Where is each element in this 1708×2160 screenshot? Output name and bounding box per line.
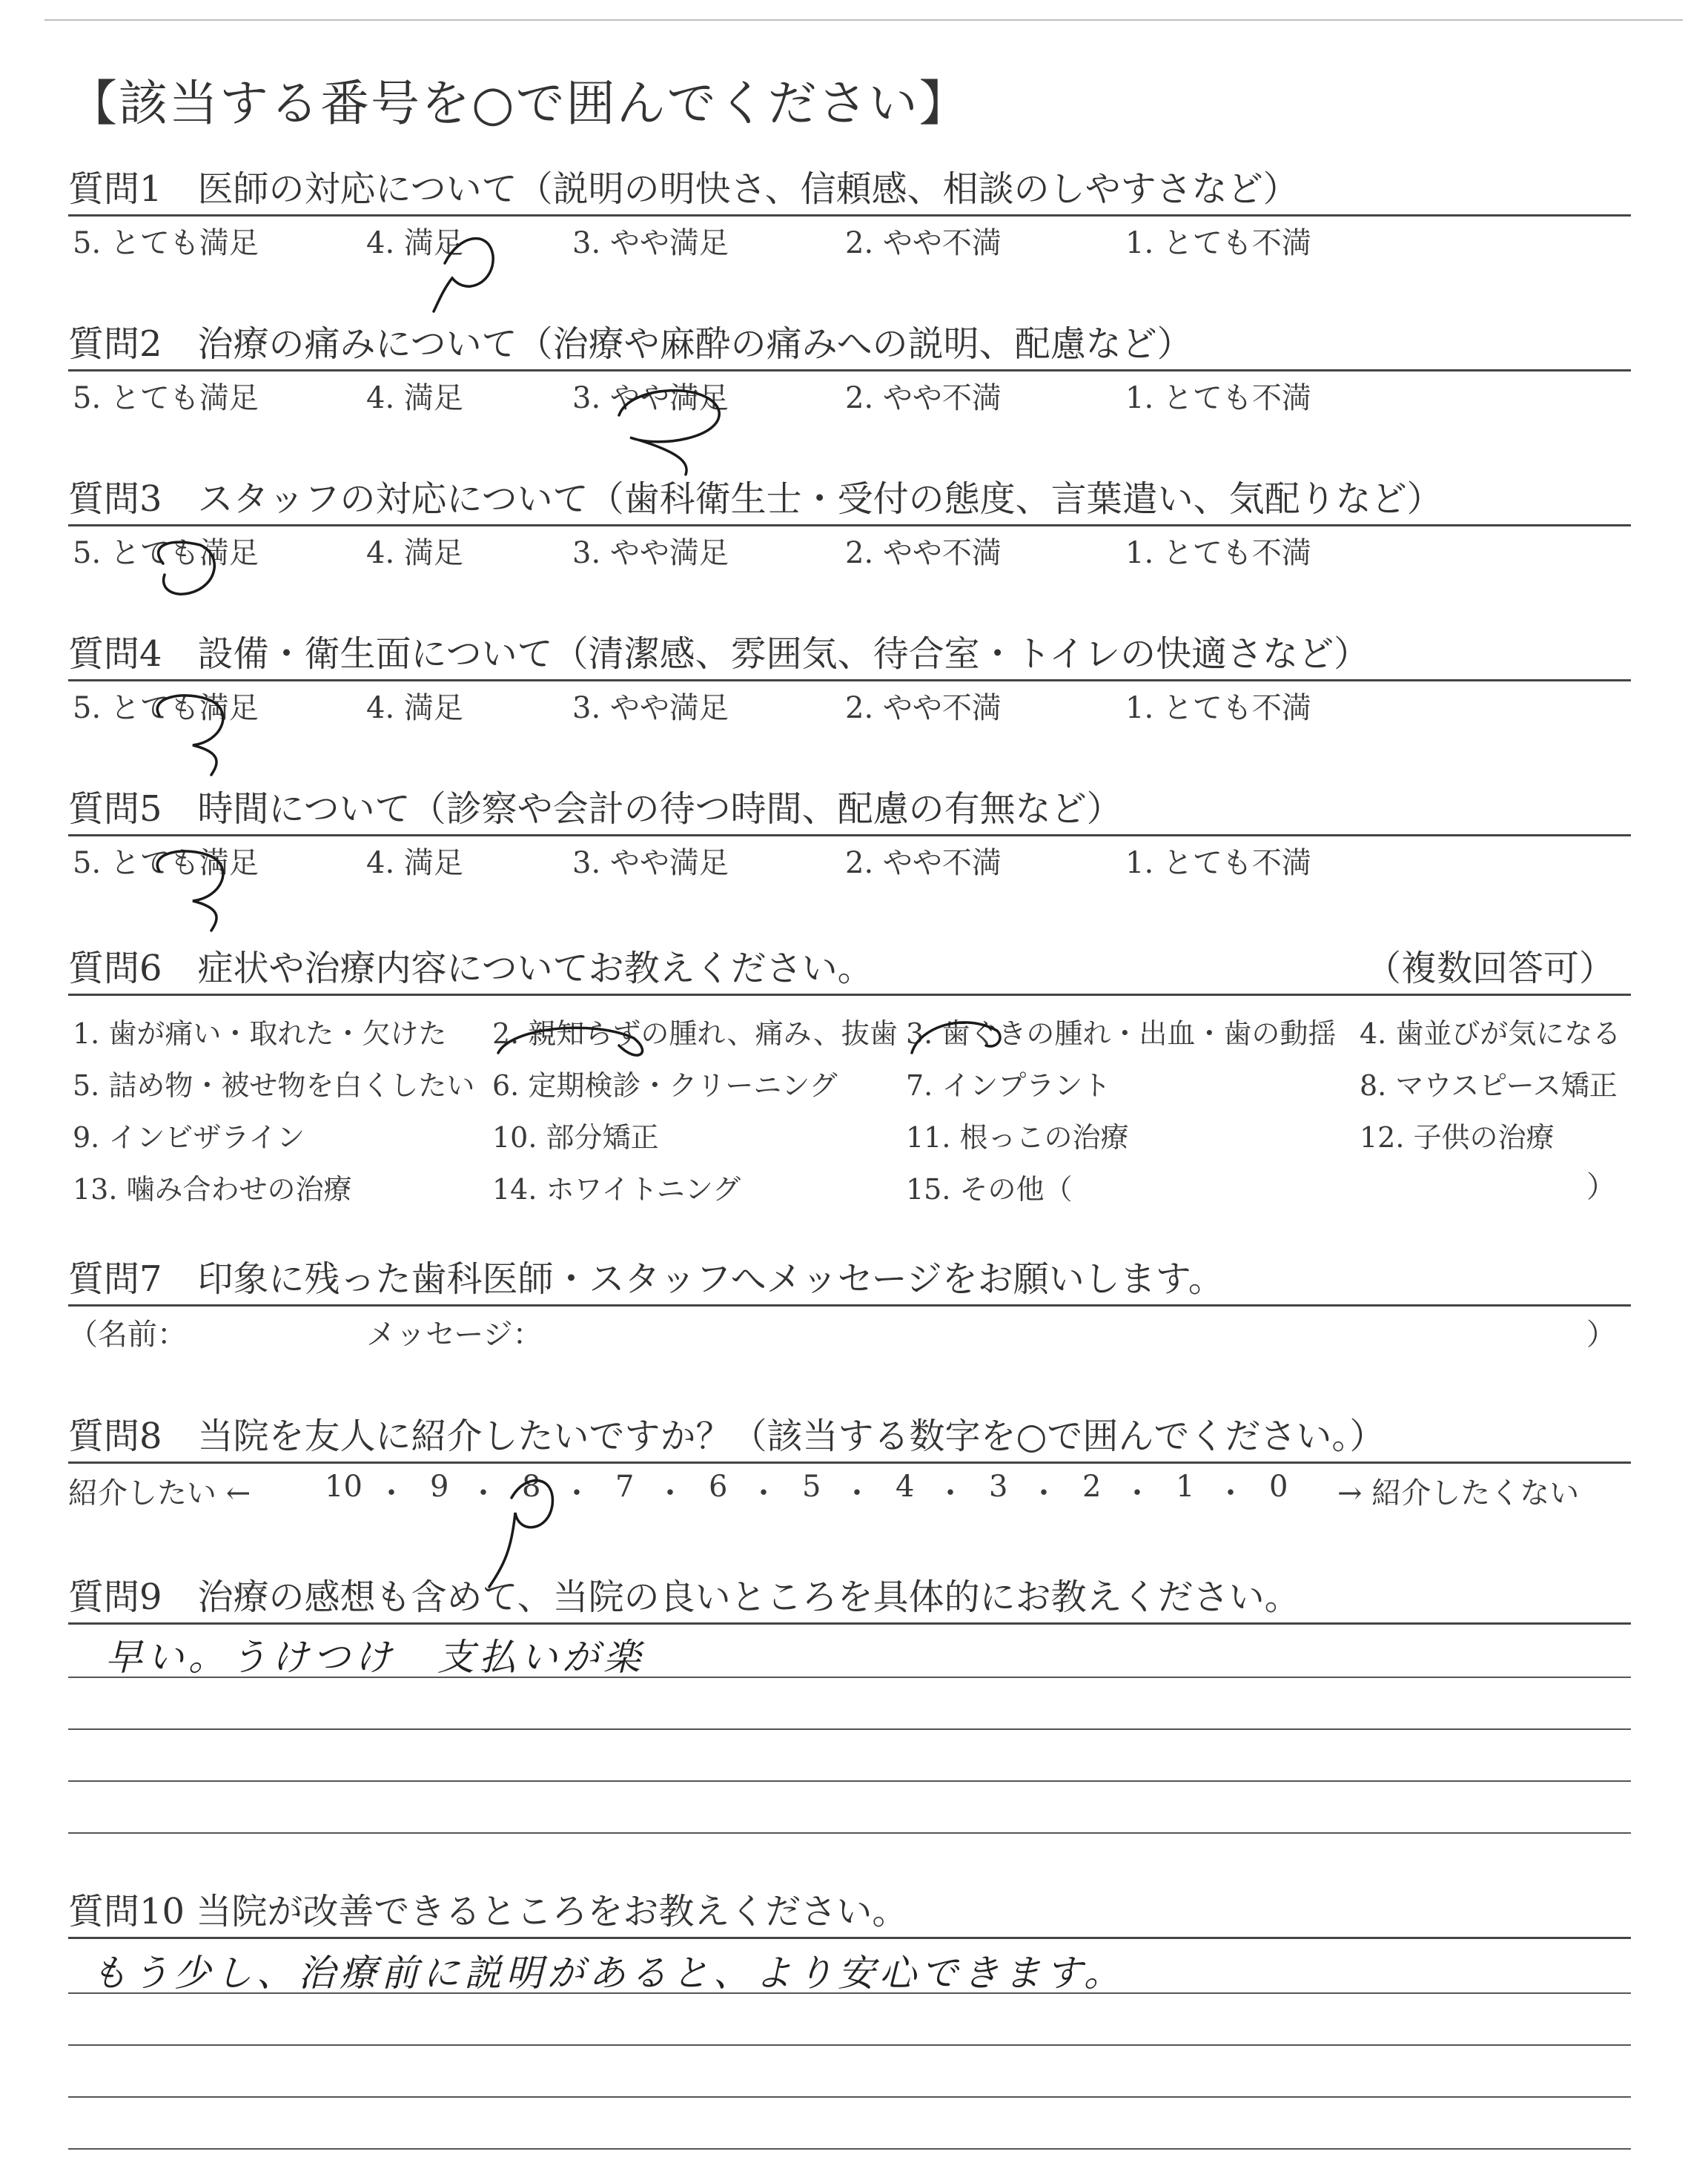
q6-option-7[interactable]: 7. インプラント	[906, 1069, 1111, 1102]
q8-dot: ・	[1029, 1476, 1059, 1510]
question-8	[68, 1414, 1631, 1510]
q6-option-9[interactable]: 9. インビザライン	[73, 1121, 305, 1154]
question-8-scale	[68, 1464, 1631, 1510]
form-header: 【該当する番号を○で囲んでください】	[68, 75, 970, 132]
answer-line	[68, 2044, 1631, 2046]
q2-option-1[interactable]: 1. とても不満	[1125, 381, 1311, 415]
q8-score-1[interactable]: 1	[1176, 1470, 1195, 1504]
answer-line	[68, 1992, 1631, 1994]
q6-option-11[interactable]: 11. 根っこの治療	[906, 1121, 1129, 1154]
q8-dot: ・	[1122, 1476, 1152, 1510]
q7-close-paren: ）	[1586, 1318, 1616, 1352]
q6-option-3[interactable]: 3. 歯ぐきの腫れ・出血・歯の動揺	[906, 1017, 1337, 1050]
q4-option-4[interactable]: 4. 満足	[366, 691, 463, 725]
q1-option-1[interactable]: 1. とても不満	[1125, 226, 1311, 260]
question-2-options	[68, 371, 1631, 416]
q5-option-1[interactable]: 1. とても不満	[1125, 846, 1311, 880]
q8-dot: ・	[655, 1476, 685, 1510]
q8-score-8[interactable]: 8	[522, 1470, 541, 1504]
q6-other-close-paren: ）	[1586, 1170, 1616, 1204]
question-10-title: 質問10 当院が改善できるところをお教えください。	[68, 1889, 1631, 1939]
q4-option-2[interactable]: 2. やや不満	[845, 691, 1002, 725]
q8-dot: ・	[936, 1476, 965, 1510]
answer-line	[68, 1780, 1631, 1782]
question-2	[68, 322, 1631, 416]
q8-dot: ・	[749, 1476, 778, 1510]
q5-option-3[interactable]: 3. やや満足	[572, 846, 729, 880]
q8-score-9[interactable]: 9	[430, 1470, 449, 1504]
question-3	[68, 477, 1631, 571]
question-6	[68, 946, 1631, 1211]
question-7-title: 質問7 印象に残った歯科医師・スタッフへメッセージをお願いします。	[68, 1257, 1631, 1307]
answer-line	[68, 1832, 1631, 1834]
q8-dot: ・	[562, 1476, 592, 1510]
q8-score-5[interactable]: 5	[802, 1470, 821, 1504]
q2-option-2[interactable]: 2. やや不満	[845, 381, 1002, 415]
question-1-title: 質問1 医師の対応について（説明の明快さ、信頼感、相談のしやすさなど）	[68, 167, 1631, 217]
q2-option-4[interactable]: 4. 満足	[366, 381, 463, 415]
answer-line	[68, 1677, 1631, 1678]
question-6-options	[68, 996, 1631, 1211]
question-6-title	[68, 946, 1631, 996]
q9-handwritten-answer: 早い。うけつけ 支払いが楽	[105, 1636, 645, 1679]
question-1-options	[68, 217, 1631, 261]
question-4-title: 質問4 設備・衛生面について（清潔感、雰囲気、待合室・トイレの快適さなど）	[68, 632, 1631, 681]
q6-option-10[interactable]: 10. 部分矯正	[492, 1121, 659, 1154]
top-rule	[44, 19, 1683, 21]
question-5	[68, 787, 1631, 881]
q4-option-3[interactable]: 3. やや満足	[572, 691, 729, 725]
q8-score-10[interactable]: 10	[325, 1470, 363, 1504]
q7-name-label: （名前：	[68, 1318, 187, 1352]
q8-score-3[interactable]: 3	[989, 1470, 1008, 1504]
q6-option-12[interactable]: 12. 子供の治療	[1360, 1121, 1555, 1154]
q3-option-2[interactable]: 2. やや不満	[845, 536, 1002, 570]
question-3-title: 質問3 スタッフの対応について（歯科衛生士・受付の態度、言葉遣い、気配りなど）	[68, 477, 1631, 526]
q8-dot: ・	[1216, 1476, 1245, 1510]
q8-score-0[interactable]: 0	[1269, 1470, 1288, 1504]
answer-line	[68, 1728, 1631, 1730]
q6-option-2[interactable]: 2. 親知らずの腫れ、痛み、抜歯	[492, 1017, 898, 1050]
q5-option-5[interactable]: 5. とても満足	[73, 846, 259, 880]
q3-option-3[interactable]: 3. やや満足	[572, 536, 729, 570]
question-6-note: （複数回答可）	[1365, 948, 1615, 989]
question-4	[68, 632, 1631, 726]
q6-option-5[interactable]: 5. 詰め物・被せ物を白くしたい	[73, 1069, 475, 1102]
q2-option-3[interactable]: 3. やや満足	[572, 381, 729, 415]
question-3-options	[68, 526, 1631, 571]
question-2-title: 質問2 治療の痛みについて（治療や麻酔の痛みへの説明、配慮など）	[68, 322, 1631, 371]
answer-line	[68, 2096, 1631, 2098]
question-5-title: 質問5 時間について（診察や会計の待つ時間、配慮の有無など）	[68, 787, 1631, 836]
question-9-title: 質問9 治療の感想も含めて、当院の良いところを具体的にお教えください。	[68, 1575, 1631, 1625]
q1-option-3[interactable]: 3. やや満足	[572, 226, 729, 260]
q3-option-5[interactable]: 5. とても満足	[73, 536, 259, 570]
q2-option-5[interactable]: 5. とても満足	[73, 381, 259, 415]
q3-option-1[interactable]: 1. とても不満	[1125, 536, 1311, 570]
question-8-title: 質問8 当院を友人に紹介したいですか？（該当する数字を○で囲んでください。）	[68, 1414, 1631, 1464]
question-7	[68, 1257, 1631, 1353]
question-7-fields	[68, 1307, 1631, 1353]
question-10	[68, 1889, 1631, 1995]
q6-option-6[interactable]: 6. 定期検診・クリーニング	[492, 1069, 838, 1102]
q4-option-5[interactable]: 5. とても満足	[73, 691, 259, 725]
q3-option-4[interactable]: 4. 満足	[366, 536, 463, 570]
answer-line	[68, 2148, 1631, 2150]
q1-option-4[interactable]: 4. 満足	[366, 226, 463, 260]
q6-option-14[interactable]: 14. ホワイトニング	[492, 1173, 741, 1206]
q1-option-2[interactable]: 2. やや不満	[845, 226, 1002, 260]
q8-score-4[interactable]: 4	[896, 1470, 915, 1504]
question-6-title-text: 質問6 症状や治療内容についてお教えください。	[68, 948, 873, 989]
q1-option-5[interactable]: 5. とても満足	[73, 226, 259, 260]
q6-option-4[interactable]: 4. 歯並びが気になる	[1360, 1017, 1621, 1050]
question-4-options	[68, 681, 1631, 726]
question-9	[68, 1575, 1631, 1679]
q8-dot: ・	[469, 1476, 498, 1510]
q8-right-label: → 紹介したくない	[1337, 1476, 1580, 1510]
q6-option-13[interactable]: 13. 噛み合わせの治療	[73, 1173, 352, 1206]
q5-option-2[interactable]: 2. やや不満	[845, 846, 1002, 880]
q6-option-15[interactable]: 15. その他（	[906, 1173, 1073, 1206]
question-5-options	[68, 836, 1631, 881]
q4-option-1[interactable]: 1. とても不満	[1125, 691, 1311, 725]
q8-dot: ・	[842, 1476, 872, 1510]
q8-left-label: 紹介したい ←	[68, 1476, 251, 1510]
q8-score-6[interactable]: 6	[709, 1470, 728, 1504]
q5-option-4[interactable]: 4. 満足	[366, 846, 463, 880]
q6-option-1[interactable]: 1. 歯が痛い・取れた・欠けた	[73, 1017, 447, 1050]
q8-dot: ・	[377, 1476, 406, 1510]
q8-score-7[interactable]: 7	[615, 1470, 635, 1504]
question-1	[68, 167, 1631, 261]
q7-message-label: メッセージ：	[366, 1318, 543, 1352]
q10-handwritten-answer: もう少し、治療前に説明があると、より安心できます。	[90, 1952, 1125, 1995]
q8-score-2[interactable]: 2	[1082, 1470, 1102, 1504]
q6-option-8[interactable]: 8. マウスピース矯正	[1360, 1069, 1618, 1102]
